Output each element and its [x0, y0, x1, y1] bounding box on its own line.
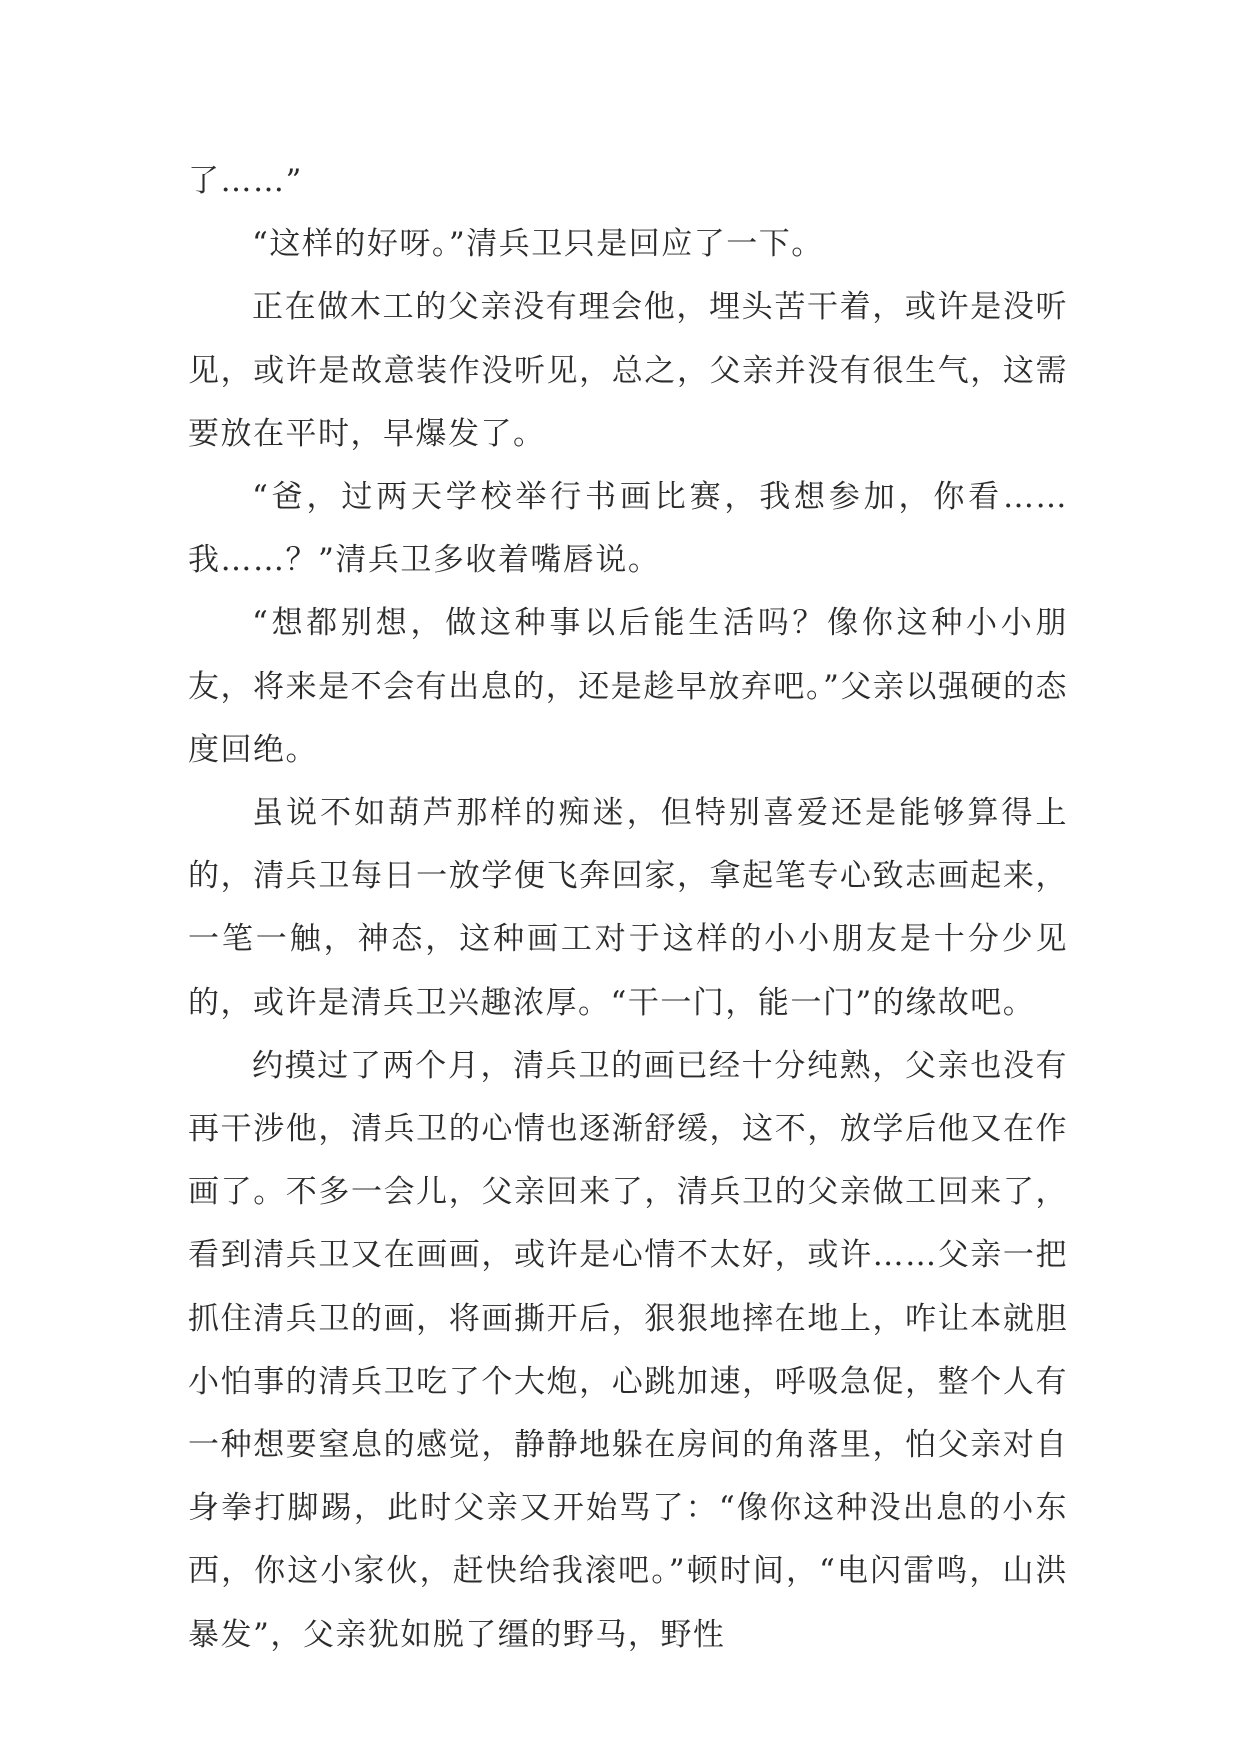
body-text — [188, 150, 1068, 1667]
paragraph: “想都别想，做这种事以后能生活吗？像你这种小小朋友，将来是不会有出息的，还是趁早放弃吧。”父亲以强硬的态度回绝。 — [188, 605, 1068, 768]
paragraph: 虽说不如葫芦那样的痴迷，但特别喜爱还是能够算得上的，清兵卫每日一放学便飞奔回家，拿起笔专心致志画起来，一笔一触，神态，这种画工对于这样的小小朋友是十分少见的，或许是清兵卫兴趣浓厚。“干一门，能一门”的缘故吧。 — [188, 795, 1068, 1021]
paragraph-continuation: 了……” — [188, 163, 303, 199]
paragraph: “这样的好呀。”清兵卫只是回应了一下。 — [252, 226, 824, 263]
paragraph: 约摸过了两个月，清兵卫的画已经十分纯熟，父亲也没有再干涉他，清兵卫的心情也逐渐舒缓，这不，放学后他又在作画了。不多一会儿，父亲回来了，清兵卫的父亲做工回来了，看到清兵卫又在画画，或许是心情不太好，或许……父亲一把抓住清兵卫的画，将画撕开后，狠狠地摔在地上，咋让本就胆小怕事的清兵卫吃了个大炮，心跳加速，呼吸急促，整个人有一种想要窒息的感觉，静静地躲在房间的角落里，怕父亲对自身拳打脚踢，此时父亲又开始骂了：“像你这种没出息的小东西，你这小家伙，赶快给我滚吧。”顿时间，“电闪雷鸣，山洪暴发”，父亲犹如脱了缰的野马，野性 — [188, 1047, 1068, 1653]
paragraph: 正在做木工的父亲没有理会他，埋头苦干着，或许是没听见，或许是故意装作没听见，总之，父亲并没有很生气，这需要放在平时，早爆发了。 — [188, 289, 1068, 452]
paragraph: “爸，过两天学校举行书画比赛，我想参加，你看……我……？”清兵卫多收着嘴唇说。 — [188, 479, 1068, 579]
